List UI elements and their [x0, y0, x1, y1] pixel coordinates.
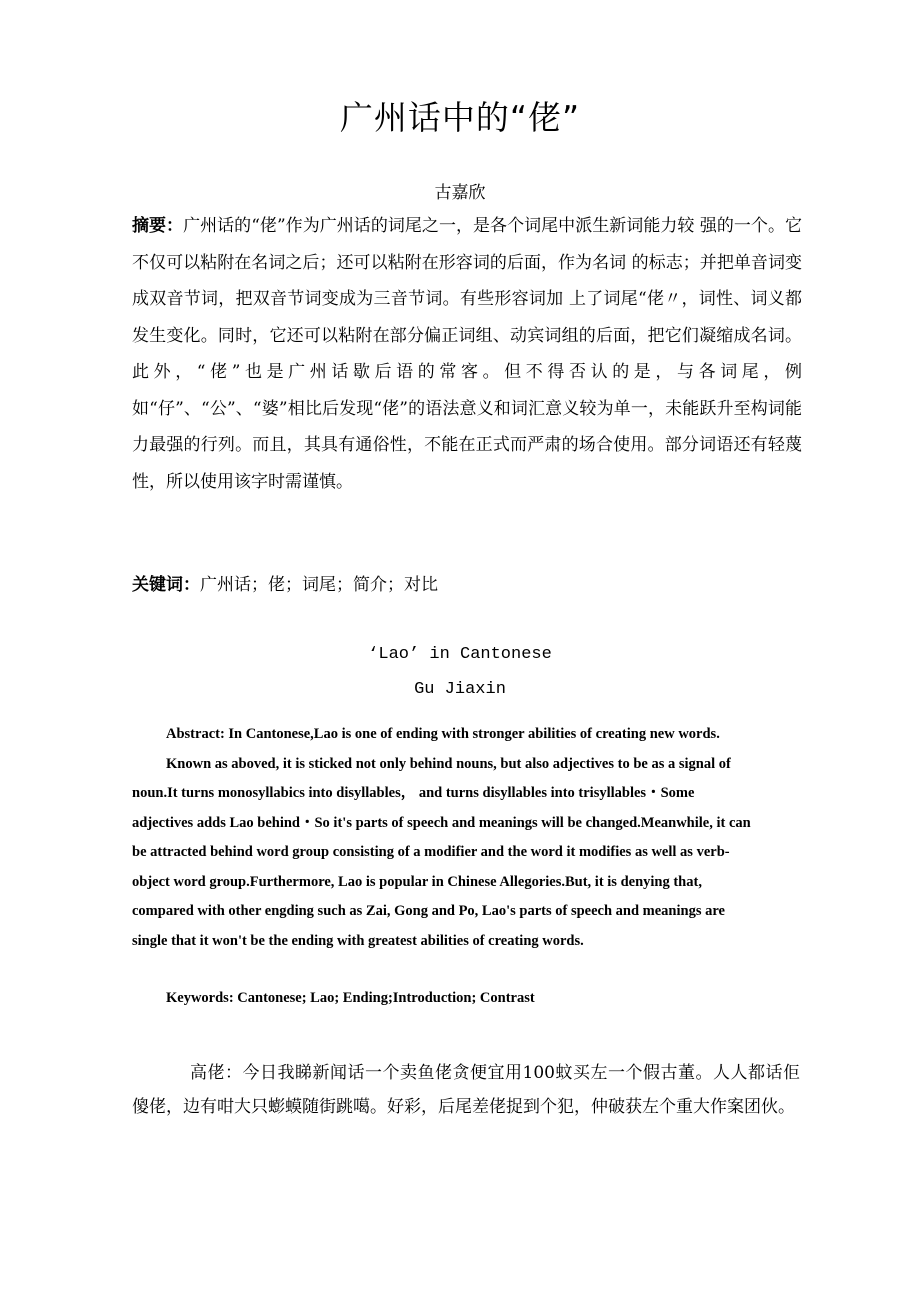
english-author: Gu Jiaxin: [414, 680, 506, 699]
abstract-label: 摘要：: [132, 216, 184, 236]
chinese-keywords: [132, 570, 802, 595]
english-abstract-line: be attracted behind word group consisting of a modifier and the word it modifies as well as verb-: [132, 844, 730, 860]
english-title: ‘Lao’ in Cantonese: [368, 645, 552, 664]
english-abstract-line: Known as aboved, it is sticked not only behind nouns, but also adjectives to be as a signal of: [166, 755, 731, 772]
author-name: 古嘉欣: [434, 183, 486, 203]
english-abstract-line: single that it won't be the ending with greatest abilities of creating words.: [132, 932, 584, 949]
english-abstract-line: object word group.Furthermore, Lao is popular in Chinese Allegories.But, it is denying that,: [132, 873, 702, 890]
chinese-abstract: [132, 208, 802, 500]
abstract-text: 广州话的“佬”作为广州话的词尾之一，是各个词尾中派生新词能力较 强的一个。它不仅可以粘附在名词之后；还可以粘附在形容词的后面，作为名词 的标志；并把单音词变成双音节词，把双音节词变成为三音节词。有些形容词加 上了词尾“佬〃，词性、词义都发生变化。同时，它还可以粘附在部分偏正词组、动宾词组的后面，把它们凝缩成名词。此外，“佬”也是广州话歇后语的常客。但不得否认的是，与各词尾，例如“仔”、“公”、“婆”相比后发现“佬”的语法意义和词汇意义较为单一，未能跃升至构词能力最强的行列。而且，其具有通俗性，不能在正式而严肃的场合使用。部分词语还有轻蔑性，所以使用该字时需谨慎。: [132, 216, 802, 492]
english-abstract-line: Abstract: In Cantonese,Lao is one of ending with stronger abilities of creating new words.: [166, 726, 720, 742]
english-keywords: Keywords: Cantonese; Lao; Ending;Introduction; Contrast: [166, 990, 535, 1006]
keywords-text: 广州话；佬；词尾；简介；对比: [200, 575, 438, 595]
english-abstract-line: adjectives adds Lao behind・So it's parts of speech and meanings will be changed.Meanwhile, it can: [132, 814, 751, 831]
english-abstract-line: noun.It turns monosyllabics into disyllables， and turns disyllables into trisyllables・Some: [132, 785, 695, 801]
english-abstract: [132, 720, 792, 956]
english-abstract-line: compared with other engding such as Zai, Gong and Po, Lao's parts of speech and meanings are: [132, 903, 725, 919]
body-paragraph: 高佬：今日我睇新闻话一个卖鱼佬贪便宜用100蚊买左一个假古董。人人都话佢傻佬，边有咁大只蟛蟆随街跳噶。好彩，后尾差佬捉到个犯，仲破获左个重大作案团伙。: [132, 1063, 800, 1117]
paper-title: 广州话中的“佬”: [339, 98, 581, 137]
keywords-label: 关键词：: [132, 575, 200, 595]
